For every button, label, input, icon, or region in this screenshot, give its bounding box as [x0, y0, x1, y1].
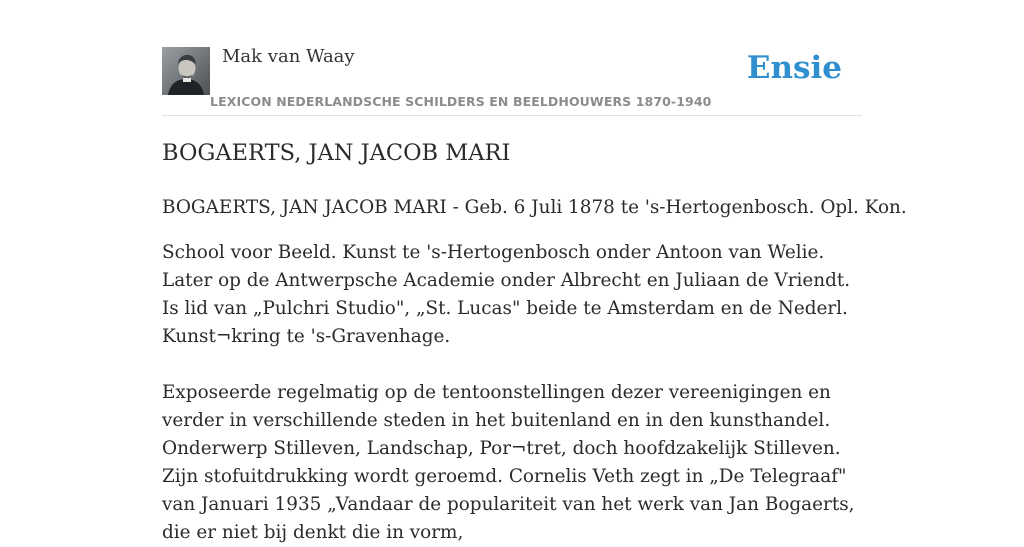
header-divider [162, 115, 862, 116]
author-name[interactable]: Mak van Waay [222, 46, 355, 67]
ensie-logo[interactable]: Ensie [746, 50, 842, 86]
article-paragraph: Exposeerde regelmatig op de tentoonstellingen dezer vereenigingen en verder in verschillende steden in het buitenland en in den kunsthandel. Onderwerp Stilleven, Landschap, Por¬tret, doch hoofdzakelijk Stilleven. Zijn stofuitdrukking wordt geroemd. Cornelis Veth zegt in „De Telegraaf" van Januari 1935 „Vandaar de populariteit van het werk van Jan Bogaerts, die er niet bij denkt die in vorm, [162, 382, 855, 543]
author-portrait-icon [162, 47, 210, 95]
article-paragraph: School voor Beeld. Kunst te 's-Hertogenbosch onder Antoon van Welie. Later op de Antwerpsche Academie onder Albrecht en Juliaan de Vriendt. Is lid van „Pulchri Studio", „St. Lucas" beide te Amsterdam en de Nederl. Kunst¬kring te 's-Gravenhage. [162, 242, 851, 347]
article-lead: BOGAERTS, JAN JACOB MARI - Geb. 6 Juli 1878 te 's-Hertogenbosch. Opl. Kon. [162, 197, 907, 218]
collection-title[interactable]: LEXICON NEDERLANDSCHE SCHILDERS EN BEELDHOUWERS 1870-1940 [210, 94, 712, 109]
author-avatar[interactable] [162, 47, 210, 95]
article-page [162, 0, 907, 543]
page-title: BOGAERTS, JAN JACOB MARI [162, 140, 511, 166]
